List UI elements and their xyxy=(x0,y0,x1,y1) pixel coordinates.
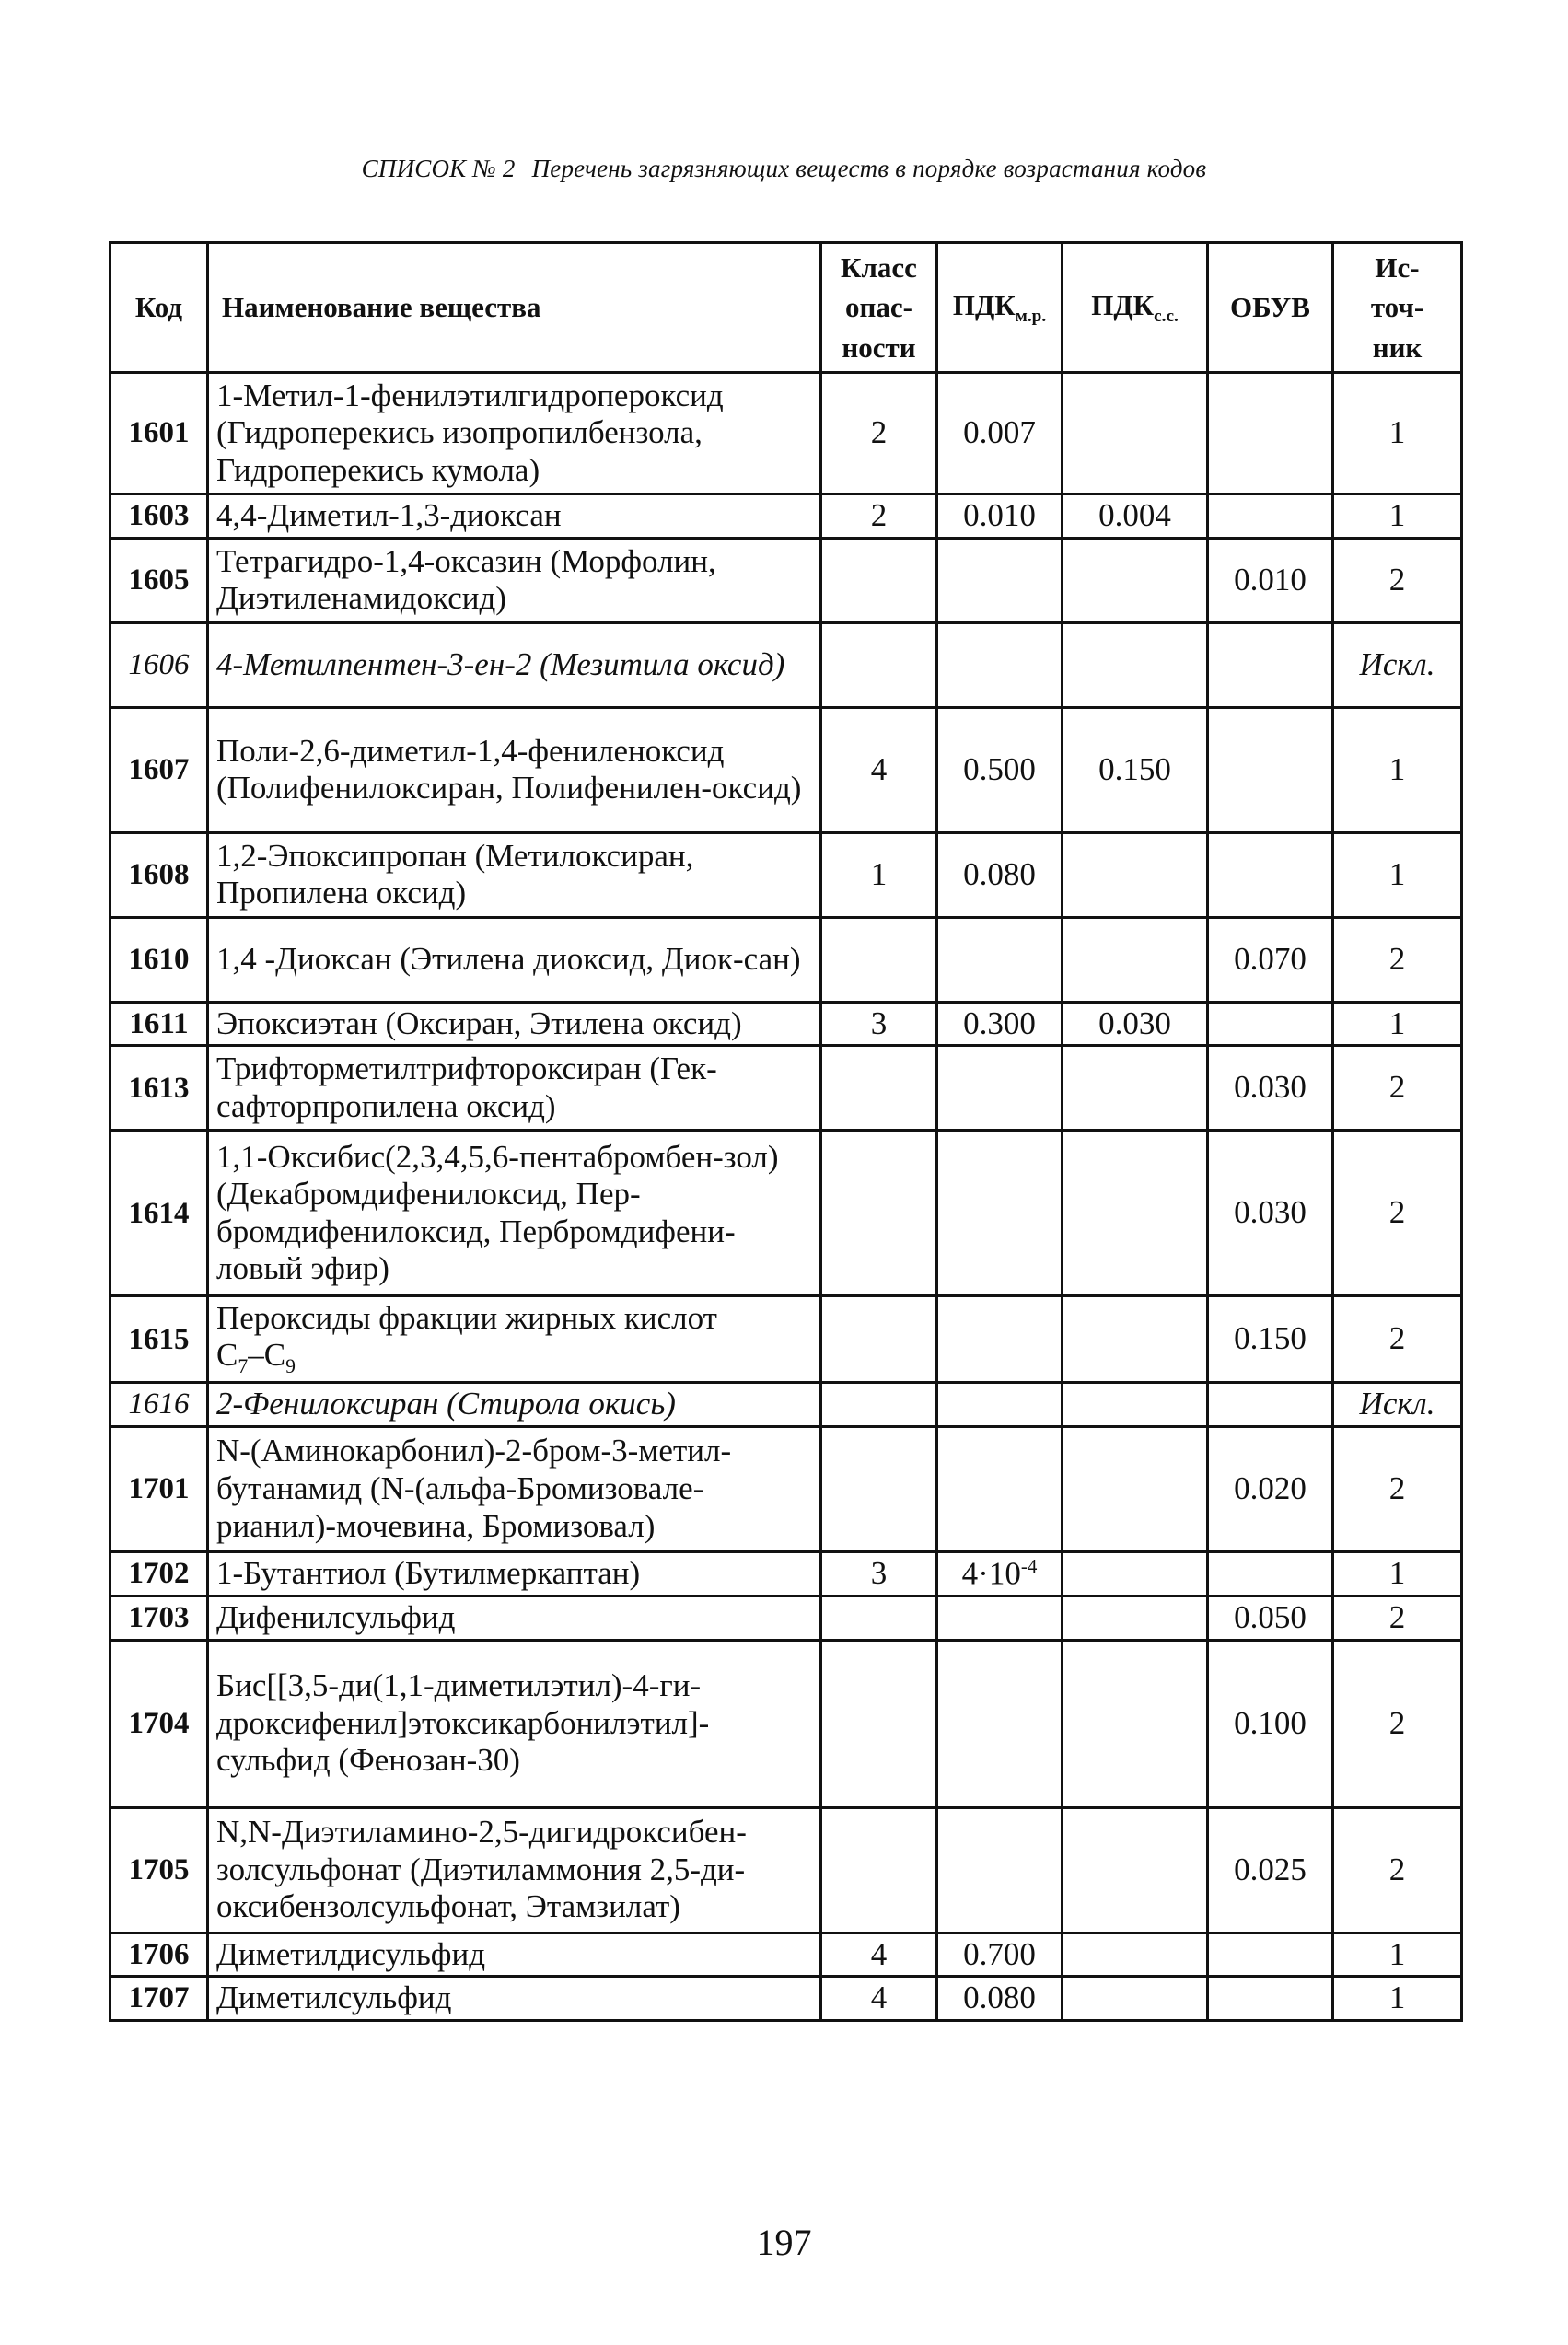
row-obuv xyxy=(1208,1002,1333,1046)
table-row xyxy=(110,1640,1462,1807)
row-class: 2 xyxy=(821,494,937,539)
row-class: 4 xyxy=(821,1977,937,2021)
table-row xyxy=(110,1383,1462,1427)
header-pdk-mr: $ПДК_{м.р.}$ xyxy=(937,243,1063,373)
row-name: 1,1-Оксибис(2,3,4,5,6-пентабромбен-зол) (Декабромдифенилоксид, Пер-бромдифенилоксид, Пербромдифени-ловый эфир) xyxy=(208,1131,821,1296)
row-class xyxy=(821,1596,937,1641)
row-class: 2 xyxy=(821,373,937,494)
row-obuv xyxy=(1208,707,1333,832)
row-obuv xyxy=(1208,373,1333,494)
table-row xyxy=(110,373,1462,494)
row-code: 1706 xyxy=(110,1933,208,1977)
row-class: 3 xyxy=(821,1002,937,1046)
table-row xyxy=(110,1933,1462,1977)
row-name: N-(Аминокарбонил)-2-бром-3-метил-бутанамид (N-(альфа-Бромизовале-рианил)-мочевина, Бромизовал) xyxy=(208,1426,821,1551)
row-obuv: 0.025 xyxy=(1208,1807,1333,1933)
row-code: 1701 xyxy=(110,1426,208,1551)
row-code: 1606 xyxy=(110,622,208,707)
row-pdk-mr xyxy=(937,1296,1063,1383)
row-code: 1704 xyxy=(110,1640,208,1807)
table-header-row xyxy=(110,243,1462,373)
table-row xyxy=(110,707,1462,832)
row-name: Поли-2,6-диметил-1,4-фениленоксид (Полифенилоксиран, Полифенилен-оксид) xyxy=(208,707,821,832)
table-row xyxy=(110,1551,1462,1596)
header-pdk-ss: $ПДК_{с.с.}$ xyxy=(1063,243,1208,373)
row-obuv: 0.030 xyxy=(1208,1131,1333,1296)
row-pdk-mr: $4\cdot 10^{-4}$ xyxy=(937,1551,1063,1596)
row-source: 1 xyxy=(1333,1551,1462,1596)
row-code: 1703 xyxy=(110,1596,208,1641)
row-pdk-mr xyxy=(937,538,1063,622)
row-code: 1605 xyxy=(110,538,208,622)
row-pdk-mr xyxy=(937,1807,1063,1933)
row-source: 2 xyxy=(1333,1046,1462,1131)
row-pdk-mr xyxy=(937,1383,1063,1427)
row-source: 1 xyxy=(1333,1933,1462,1977)
row-code: 1702 xyxy=(110,1551,208,1596)
table-row xyxy=(110,1046,1462,1131)
row-class xyxy=(821,1296,937,1383)
row-obuv xyxy=(1208,622,1333,707)
row-class xyxy=(821,1807,937,1933)
row-code: 1705 xyxy=(110,1807,208,1933)
row-class xyxy=(821,917,937,1002)
row-name: Бис[[3,5-ди(1,1-диметилэтил)-4-ги-дроксифенил]этоксикарбонилэтил]-сульфид (Фенозан-30) xyxy=(208,1640,821,1807)
table-row xyxy=(110,1807,1462,1933)
row-pdk-ss: 0.004 xyxy=(1063,494,1208,539)
row-code: 1608 xyxy=(110,832,208,917)
table-row xyxy=(110,1596,1462,1641)
table-row xyxy=(110,1977,1462,2021)
row-pdk-ss xyxy=(1063,1046,1208,1131)
row-name: 1-Бутантиол (Бутилмеркаптан) xyxy=(208,1551,821,1596)
row-code: 1707 xyxy=(110,1977,208,2021)
row-pdk-ss xyxy=(1063,832,1208,917)
row-obuv: 0.070 xyxy=(1208,917,1333,1002)
row-pdk-ss xyxy=(1063,1933,1208,1977)
row-pdk-mr: 0.500 xyxy=(937,707,1063,832)
row-name: 1-Метил-1-фенилэтилгидропероксид (Гидроперекись изопропилбензола, Гидроперекись кумола) xyxy=(208,373,821,494)
row-source: 2 xyxy=(1333,1807,1462,1933)
row-source: 1 xyxy=(1333,707,1462,832)
row-pdk-ss xyxy=(1063,1296,1208,1383)
row-obuv xyxy=(1208,1977,1333,2021)
row-name: Пероксиды фракции жирных кислот $C_7-C_9$ xyxy=(208,1296,821,1383)
table-row xyxy=(110,1296,1462,1383)
row-pdk-mr: 0.010 xyxy=(937,494,1063,539)
row-source: 2 xyxy=(1333,1426,1462,1551)
row-name: 1,2-Эпоксипропан (Метилоксиран, Пропилена оксид) xyxy=(208,832,821,917)
row-obuv xyxy=(1208,1383,1333,1427)
row-source: 1 xyxy=(1333,494,1462,539)
row-pdk-mr: 0.080 xyxy=(937,1977,1063,2021)
row-name: N,N-Диэтиламино-2,5-дигидроксибен-золсульфонат (Диэтиламмония 2,5-ди-оксибензолсульфонат, Этамзилат) xyxy=(208,1807,821,1933)
row-obuv xyxy=(1208,832,1333,917)
row-obuv: 0.010 xyxy=(1208,538,1333,622)
row-code: 1615 xyxy=(110,1296,208,1383)
row-source: 2 xyxy=(1333,1131,1462,1296)
row-name: Тетрагидро-1,4-оксазин (Морфолин, Диэтиленамидоксид) xyxy=(208,538,821,622)
row-obuv xyxy=(1208,1933,1333,1977)
row-pdk-ss xyxy=(1063,1426,1208,1551)
table-row xyxy=(110,832,1462,917)
row-name: Трифторметилтрифтороксиран (Гек-сафторпропилена оксид) xyxy=(208,1046,821,1131)
row-pdk-ss xyxy=(1063,1807,1208,1933)
row-source: 2 xyxy=(1333,538,1462,622)
row-code: 1610 xyxy=(110,917,208,1002)
row-class xyxy=(821,1640,937,1807)
row-code: 1616 xyxy=(110,1383,208,1427)
row-class: 1 xyxy=(821,832,937,917)
row-name: Диметилдисульфид xyxy=(208,1933,821,1977)
row-source: 2 xyxy=(1333,1296,1462,1383)
row-pdk-ss xyxy=(1063,1977,1208,2021)
row-pdk-mr xyxy=(937,622,1063,707)
row-source: 1 xyxy=(1333,1002,1462,1046)
row-obuv: 0.050 xyxy=(1208,1596,1333,1641)
row-obuv: 0.030 xyxy=(1208,1046,1333,1131)
row-obuv xyxy=(1208,1551,1333,1596)
row-pdk-mr xyxy=(937,1426,1063,1551)
row-class xyxy=(821,1046,937,1131)
row-pdk-ss xyxy=(1063,622,1208,707)
row-name: 4-Метилпентен-3-ен-2 (Мезитила оксид) xyxy=(208,622,821,707)
row-name: 2-Фенилоксиран (Стирола окись) xyxy=(208,1383,821,1427)
header-code: Код xyxy=(110,243,208,373)
row-name: Дифенилсульфид xyxy=(208,1596,821,1641)
row-pdk-ss xyxy=(1063,917,1208,1002)
row-source: 1 xyxy=(1333,373,1462,494)
header-obuv: ОБУВ xyxy=(1208,243,1333,373)
row-pdk-mr xyxy=(937,1046,1063,1131)
header-class: Класс опас- ности xyxy=(821,243,937,373)
row-name: Эпоксиэтан (Оксиран, Этилена оксид) xyxy=(208,1002,821,1046)
row-pdk-ss xyxy=(1063,538,1208,622)
row-obuv xyxy=(1208,494,1333,539)
row-pdk-mr xyxy=(937,1131,1063,1296)
row-pdk-ss xyxy=(1063,1131,1208,1296)
row-code: 1603 xyxy=(110,494,208,539)
row-source: Искл. xyxy=(1333,622,1462,707)
row-source: 2 xyxy=(1333,917,1462,1002)
row-code: 1607 xyxy=(110,707,208,832)
row-pdk-mr: 0.080 xyxy=(937,832,1063,917)
row-pdk-mr: 0.300 xyxy=(937,1002,1063,1046)
row-class: 3 xyxy=(821,1551,937,1596)
row-source: Искл. xyxy=(1333,1383,1462,1427)
row-code: 1614 xyxy=(110,1131,208,1296)
row-obuv: 0.020 xyxy=(1208,1426,1333,1551)
row-class xyxy=(821,622,937,707)
row-source: 2 xyxy=(1333,1640,1462,1807)
row-obuv: 0.100 xyxy=(1208,1640,1333,1807)
row-pdk-ss xyxy=(1063,1596,1208,1641)
row-pdk-mr: 0.007 xyxy=(937,373,1063,494)
row-pdk-ss xyxy=(1063,373,1208,494)
row-pdk-ss: 0.150 xyxy=(1063,707,1208,832)
header-source: Ис- точ- ник xyxy=(1333,243,1462,373)
row-code: 1611 xyxy=(110,1002,208,1046)
row-pdk-ss xyxy=(1063,1551,1208,1596)
row-source: 1 xyxy=(1333,832,1462,917)
table-row xyxy=(110,1002,1462,1046)
row-code: 1601 xyxy=(110,373,208,494)
row-name: 4,4-Диметил-1,3-диоксан xyxy=(208,494,821,539)
row-name: 1,4 -Диоксан (Этилена диоксид, Диок-сан) xyxy=(208,917,821,1002)
row-class: 4 xyxy=(821,707,937,832)
row-source: 2 xyxy=(1333,1596,1462,1641)
row-obuv: 0.150 xyxy=(1208,1296,1333,1383)
substances-table xyxy=(109,241,1463,2022)
row-class xyxy=(821,1383,937,1427)
row-pdk-ss xyxy=(1063,1383,1208,1427)
list-number: СПИСОК № 2 xyxy=(361,155,516,182)
table-row xyxy=(110,622,1462,707)
row-pdk-ss: 0.030 xyxy=(1063,1002,1208,1046)
table-row xyxy=(110,538,1462,622)
row-pdk-mr xyxy=(937,917,1063,1002)
row-pdk-ss xyxy=(1063,1640,1208,1807)
header-name: Наименование вещества xyxy=(208,243,821,373)
row-name: Диметилсульфид xyxy=(208,1977,821,2021)
row-class: 4 xyxy=(821,1933,937,1977)
page-title xyxy=(0,155,1568,183)
page-number: 197 xyxy=(756,2222,812,2263)
list-title: Перечень загрязняющих веществ в порядке возрастания кодов xyxy=(531,155,1207,182)
row-code: 1613 xyxy=(110,1046,208,1131)
table-row xyxy=(110,494,1462,539)
row-class xyxy=(821,1426,937,1551)
row-source: 1 xyxy=(1333,1977,1462,2021)
row-class xyxy=(821,1131,937,1296)
row-pdk-mr: 0.700 xyxy=(937,1933,1063,1977)
table-row xyxy=(110,1131,1462,1296)
table-row xyxy=(110,917,1462,1002)
row-pdk-mr xyxy=(937,1640,1063,1807)
row-pdk-mr xyxy=(937,1596,1063,1641)
row-class xyxy=(821,538,937,622)
table-row xyxy=(110,1426,1462,1551)
